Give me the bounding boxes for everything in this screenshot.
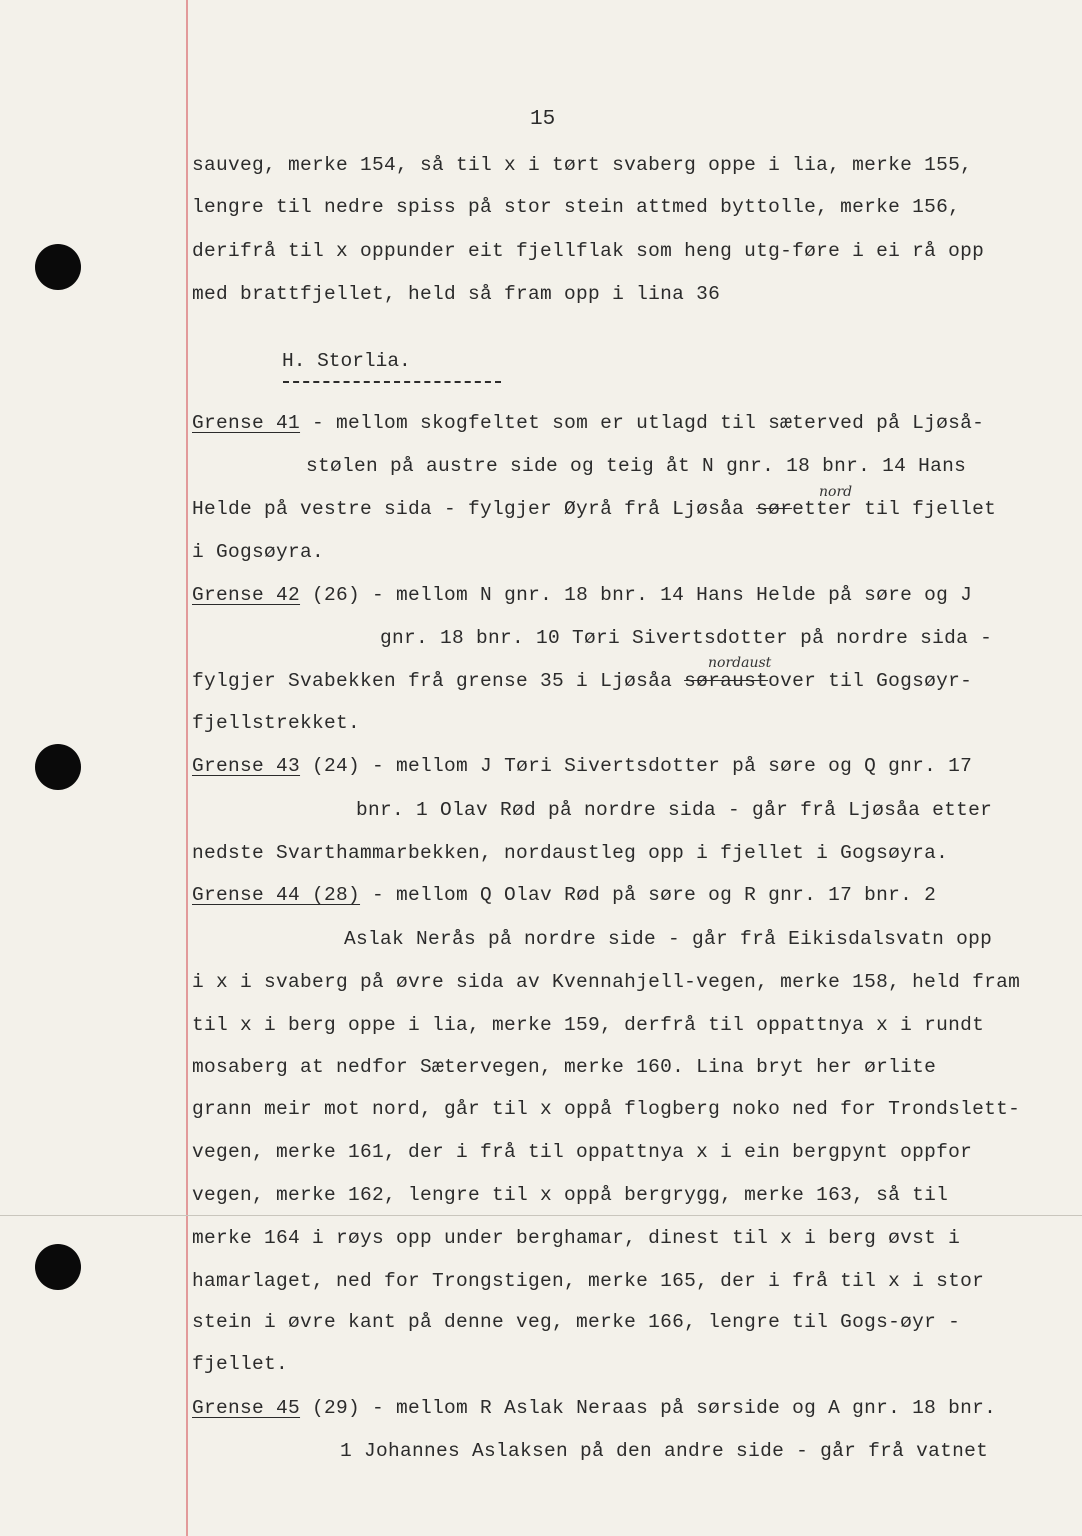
- text-line: bnr. 1 Olav Rød på nordre sida - går frå Ljøsåa etter: [356, 799, 993, 821]
- page-number: 15: [530, 108, 556, 131]
- text-line: derifrå til x oppunder eit fjellflak som heng utg-føre i ei rå opp: [192, 240, 985, 262]
- boundary-44-line: Grense 44 (28) - mellom Q Olav Rød på søre og R gnr. 17 bnr. 2: [192, 884, 937, 906]
- punch-hole: [35, 1244, 81, 1290]
- text-line: fylgjer Svabekken frå grense 35 i Ljøsåa søraustover til Gogsøyr-: [192, 670, 973, 692]
- heading-underline: [283, 381, 501, 383]
- text-line: Aslak Nerås på nordre side - går frå Eikisdalsvatn opp: [344, 928, 993, 950]
- boundary-41-line: Grense 41 - mellom skogfeltet som er utlagd til sæterved på Ljøså-: [192, 412, 985, 434]
- text-line: i Gogsøyra.: [192, 541, 325, 563]
- text-line: vegen, merke 161, der i frå til oppattnya x i ein bergpynt oppfor: [192, 1141, 973, 1163]
- text-line: gnr. 18 bnr. 10 Tøri Sivertsdotter på nordre sida -: [380, 627, 993, 649]
- text-line: grann meir mot nord, går til x oppå flogberg noko ned for Trondslett-: [192, 1098, 1021, 1120]
- text-line: sauveg, merke 154, så til x i tørt svaberg oppe i lia, merke 155,: [192, 154, 973, 176]
- text-line: fjellstrekket.: [192, 712, 361, 734]
- boundary-43-line: Grense 43 (24) - mellom J Tøri Sivertsdotter på søre og Q gnr. 17: [192, 755, 973, 777]
- handwritten-annotation: nord: [819, 484, 853, 500]
- text-line: med brattfjellet, held så fram opp i lina 36: [192, 283, 721, 305]
- text-line: stein i øvre kant på denne veg, merke 166, lengre til Gogs-øyr -: [192, 1311, 961, 1333]
- text-line: til x i berg oppe i lia, merke 159, derfrå til oppattnya x i rundt: [192, 1014, 985, 1036]
- handwritten-annotation: nordaust: [708, 655, 772, 671]
- text-line: 1 Johannes Aslaksen på den andre side - går frå vatnet: [340, 1440, 989, 1462]
- boundary-label: Grense 45: [192, 1397, 301, 1419]
- text-line: i x i svaberg på øvre sida av Kvennahjell-vegen, merke 158, held fram: [192, 971, 1021, 993]
- text-line: mosaberg at nedfor Sætervegen, merke 160. Lina bryt her ørlite: [192, 1056, 937, 1078]
- text-line: vegen, merke 162, lengre til x oppå bergrygg, merke 163, så til: [192, 1184, 949, 1206]
- text-line: Helde på vestre sida - fylgjer Øyrå frå Ljøsåa søretter til fjellet: [192, 498, 997, 520]
- text-line: nedste Svarthammarbekken, nordaustleg opp i fjellet i Gogsøyra.: [192, 842, 949, 864]
- text-line: fjellet.: [192, 1353, 289, 1375]
- red-margin-line: [186, 0, 188, 1536]
- section-heading: H. Storlia.: [282, 350, 411, 372]
- text-line: stølen på austre side og teig åt N gnr. 18 bnr. 14 Hans: [306, 455, 967, 477]
- boundary-42-line: Grense 42 (26) - mellom N gnr. 18 bnr. 14 Hans Helde på søre og J: [192, 584, 973, 606]
- boundary-label: Grense 42: [192, 584, 301, 606]
- text-line: merke 164 i røys opp under berghamar, dinest til x i berg øvst i: [192, 1227, 961, 1249]
- text-line: lengre til nedre spiss på stor stein attmed byttolle, merke 156,: [192, 196, 961, 218]
- text-line: hamarlaget, ned for Trongstigen, merke 165, der i frå til x i stor: [192, 1270, 985, 1292]
- punch-hole: [35, 244, 81, 290]
- boundary-label: Grense 44 (28): [192, 884, 361, 906]
- boundary-label: Grense 41: [192, 412, 301, 434]
- fold-line: [0, 1215, 1082, 1216]
- punch-hole: [35, 744, 81, 790]
- boundary-45-line: Grense 45 (29) - mellom R Aslak Neraas på sørside og A gnr. 18 bnr.: [192, 1397, 997, 1419]
- boundary-label: Grense 43: [192, 755, 301, 777]
